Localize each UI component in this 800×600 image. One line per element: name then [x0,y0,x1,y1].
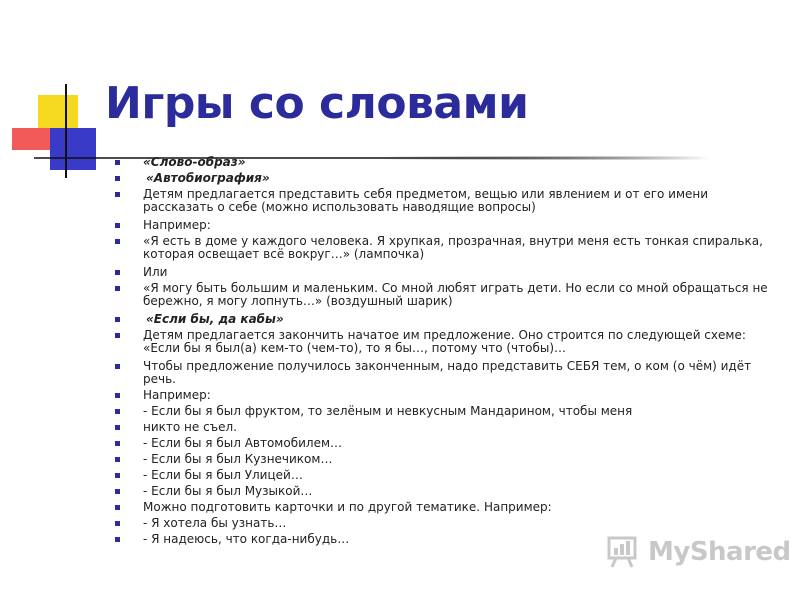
bullet-square-icon [115,160,120,165]
bullet-item [0,172,800,185]
bullet-item [0,235,800,261]
watermark-text: MyShared [648,537,791,567]
bullet-text: «Если бы, да кабы» [146,312,284,326]
bullet-item [0,421,800,434]
bullet-item [0,188,800,214]
bullet-list [0,156,800,549]
bullet-square-icon [115,537,120,542]
bullet-text: «Автобиография» [146,171,270,185]
bullet-square-icon [115,192,120,197]
bullet-square-icon [115,239,120,244]
bullet-square-icon [115,473,120,478]
bullet-text: - Если бы я был Кузнечиком… [143,452,333,466]
bullet-item [0,517,800,530]
bullet-text: - Я надеюсь, что когда-нибудь… [143,532,350,546]
bullet-item [0,266,800,279]
bullet-text: - Я хотела бы узнать… [143,516,287,530]
bullet-square-icon [115,333,120,338]
bullet-text: Детям предлагается представить себя предметом, вещью или явлением и от его имени рассказать о себе (можно использовать наводящие вопросы) [143,187,709,214]
bullet-item [0,360,800,386]
bullet-text: - Если бы я был фруктом, то зелёным и невкусным Мандарином, чтобы меня [143,404,633,418]
bullet-text: никто не съел. [143,420,238,434]
bullet-item [0,453,800,466]
bullet-item [0,329,800,355]
bullet-text: Детям предлагается закончить начатое им предложение. Оно строится по следующей схеме: «Если бы я был(а) кем-то (чем-то), то я бы…, потому что (чтобы)… [143,328,746,355]
bullet-square-icon [115,441,120,446]
bullet-square-icon [115,409,120,414]
bullet-item [0,219,800,232]
bullet-item [0,156,800,169]
bullet-square-icon [115,505,120,510]
bullet-item [0,282,800,308]
bullet-text: - Если бы я был Музыкой… [143,484,313,498]
bullet-text: Например: [143,388,211,402]
bullet-square-icon [115,223,120,228]
bullet-square-icon [115,393,120,398]
bullet-text: - Если бы я был Автомобилем… [143,436,343,450]
bullet-item [0,405,800,418]
presentation-board-icon [606,535,644,569]
bullet-item [0,485,800,498]
bullet-square-icon [115,521,120,526]
bullet-text: Например: [143,218,211,232]
bullet-square-icon [115,286,120,291]
bullet-text: - Если бы я был Улицей… [143,468,303,482]
bullet-square-icon [115,270,120,275]
bullet-item [0,501,800,514]
watermark [606,535,791,569]
page-title: Игры со словами [105,78,529,129]
bullet-item [0,437,800,450]
bullet-square-icon [115,489,120,494]
bullet-text: Чтобы предложение получилось законченным, надо представить СЕБЯ тем, о ком (о чём) идёт речь. [143,359,752,386]
bullet-text: Или [143,265,168,279]
bullet-square-icon [115,457,120,462]
bullet-square-icon [115,364,120,369]
bullet-square-icon [115,425,120,430]
bullet-item [0,469,800,482]
bullet-item [0,389,800,402]
bullet-text: Можно подготовить карточки и по другой тематике. Например: [143,500,552,514]
bullet-text: «Я есть в доме у каждого человека. Я хрупкая, прозрачная, внутри меня есть тонкая спиралька, которая освещает всё вокруг…» (лампочка) [143,234,763,261]
bullet-item [0,313,800,326]
bullet-text: «Я могу быть большим и маленьким. Со мной любят играть дети. Но если со мной обращаться не бережно, я могу лопнуть…» (воздушный шарик) [143,281,768,308]
bullet-square-icon [115,317,120,322]
bullet-square-icon [115,176,120,181]
bullet-text: «Слово-образ» [143,155,246,169]
